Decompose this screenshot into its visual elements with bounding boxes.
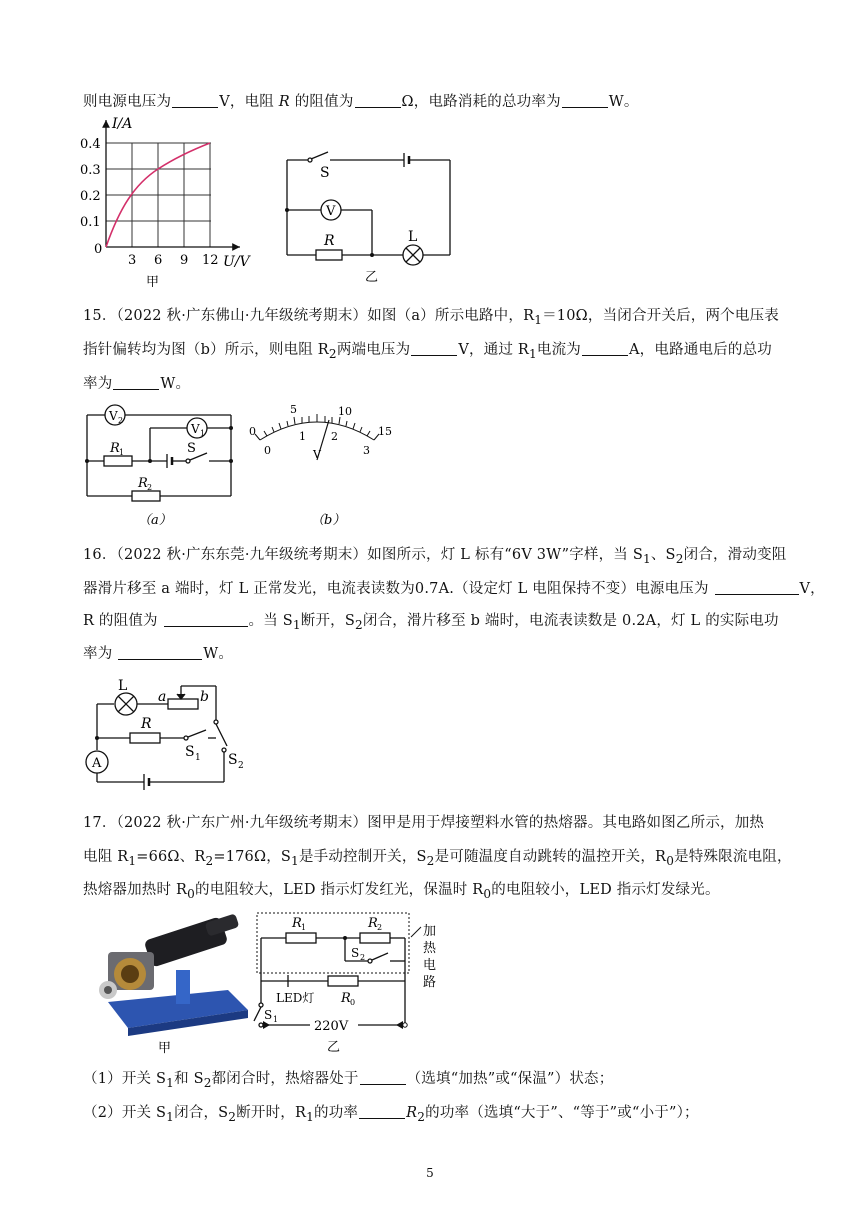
switch-label: S — [320, 165, 330, 181]
scale-label: 10 — [338, 405, 352, 418]
text: 指针偏转均为图（b）所示，则电阻 R — [83, 342, 329, 358]
figure-caption: 甲 — [158, 1041, 172, 1055]
y-tick: 0.2 — [80, 189, 101, 204]
scale-label: 5 — [290, 403, 297, 416]
heating-circuit-label: 路 — [423, 975, 437, 990]
answer-blank — [715, 580, 799, 595]
text: 器滑片移至 a 端时，灯 L 正常发光，电流表读数为0.7A.（设定灯 L 电阻保持不变）电源电压为 — [83, 581, 709, 597]
text: ＝10Ω，当闭合开关后，两个电压表 — [542, 308, 779, 324]
heating-circuit-label: 电 — [423, 958, 437, 973]
text: 是手动控制开关，S — [298, 849, 427, 865]
subscript: 2 — [675, 551, 684, 566]
q15-line-3 — [83, 372, 190, 393]
resistor-label: R — [324, 233, 335, 249]
voltmeter-label: V — [326, 204, 336, 219]
s1-label: S — [264, 1008, 273, 1022]
lamp-label: L — [408, 229, 418, 245]
answer-blank — [359, 1104, 405, 1119]
text: =176Ω，S — [213, 849, 292, 865]
subscript: 2 — [205, 853, 214, 868]
r0-label: R — [341, 991, 351, 1006]
scale-label: 3 — [363, 444, 370, 457]
r2-label: R — [138, 476, 148, 491]
subscript: 0 — [666, 853, 675, 868]
subscript: 1 — [529, 346, 537, 361]
q16-line-4 — [83, 642, 233, 663]
y-tick: 0.3 — [80, 163, 101, 178]
subscript: 1 — [642, 551, 651, 566]
q16-line-1 — [83, 543, 786, 566]
led-label: LED灯 — [276, 991, 315, 1005]
text: 的功率（选填“大于”、“等于”或“小于”）； — [425, 1105, 699, 1121]
circuit-diagram — [280, 148, 460, 283]
text: （1）开关 S — [83, 1071, 167, 1087]
subscript: 1 — [291, 853, 299, 868]
text: Ω，电路消耗的总功率为 — [401, 94, 561, 110]
v2-label: V — [109, 409, 118, 423]
x-axis-label: U/V — [223, 254, 250, 270]
subscript: 2 — [355, 617, 363, 632]
heater-circuit — [250, 905, 450, 1055]
s2-label: S — [351, 946, 360, 960]
answer-blank — [411, 341, 457, 356]
subscript: 2 — [360, 953, 366, 962]
x-tick: 9 — [180, 253, 189, 268]
scale-label: 1 — [299, 430, 306, 443]
text: （2）开关 S — [83, 1105, 167, 1121]
scale-label: 2 — [331, 430, 338, 443]
subscript: 1 — [128, 853, 137, 868]
subscript: 1 — [306, 1109, 314, 1124]
answer-blank — [164, 612, 248, 627]
text: 的电阻较小，LED 指示灯发绿光。 — [491, 882, 720, 898]
voltmeter-scale — [245, 402, 395, 530]
subscript: 1 — [166, 1075, 175, 1090]
answer-blank — [172, 93, 218, 108]
text: 电流为 — [536, 342, 582, 358]
subscript: 1 — [166, 1109, 175, 1124]
subscript: 2 — [118, 416, 124, 425]
origin: 0 — [94, 242, 103, 257]
r1-label: R — [110, 441, 120, 456]
text: W。 — [608, 94, 639, 110]
answer-blank — [360, 1070, 406, 1085]
figure-caption: （a） — [138, 513, 172, 528]
subscript: 2 — [203, 1075, 212, 1090]
text: W。 — [203, 646, 234, 662]
q16-line-2 — [83, 577, 825, 598]
subscript: 1 — [200, 429, 206, 438]
q16-line-3 — [83, 609, 779, 632]
subscript: 1 — [273, 1015, 279, 1024]
subscript: 2 — [328, 346, 337, 361]
text: R 的阻值为 — [83, 613, 158, 629]
text: V， — [799, 581, 825, 597]
answer-blank — [118, 645, 202, 660]
subscript: 1 — [292, 617, 301, 632]
q17-line-2 — [83, 845, 792, 868]
q17-line-3 — [83, 878, 720, 901]
subscript: 1 — [534, 312, 543, 327]
voltage-label: 220V — [314, 1019, 349, 1034]
subscript: 1 — [195, 753, 201, 763]
text: 断开，S — [300, 613, 356, 629]
text: 是特殊限流电阻， — [674, 849, 792, 865]
q17-line-1 — [83, 811, 764, 832]
answer-blank — [562, 93, 608, 108]
text: W。 — [160, 376, 191, 392]
text: 率为 — [83, 376, 113, 392]
subscript: 0 — [187, 886, 196, 901]
y-tick: 0.4 — [80, 137, 101, 152]
scale-label: 0 — [264, 444, 271, 457]
slider-end-a: a — [158, 689, 167, 705]
text: （选填“加热”或“保温”）状态； — [406, 1071, 614, 1087]
text: 是可随温度自动跳转的温控开关，R — [434, 849, 667, 865]
scale-label: 0 — [249, 425, 256, 438]
symbol: R — [278, 94, 290, 110]
text: 。当 S — [248, 613, 293, 629]
text: V，电阻 — [219, 94, 274, 110]
text: 、S — [650, 547, 676, 563]
text: 17．（2022 秋·广东广州·九年级统考期末）图甲是用于焊接塑料水管的热熔器。其电路如图乙所示，加热 — [83, 815, 765, 831]
text: 都闭合时，热熔器处于 — [211, 1071, 359, 1087]
heating-circuit-label: 加 — [423, 924, 437, 939]
text: 断开时，R — [236, 1105, 307, 1121]
answer-blank — [113, 375, 159, 390]
q14-line — [83, 90, 639, 111]
switch-label: S — [187, 441, 196, 456]
scale-label: 15 — [378, 425, 392, 438]
unit-label: V — [313, 448, 321, 461]
text: V，通过 R — [458, 342, 530, 358]
text: 闭合，S — [174, 1105, 229, 1121]
answer-blank — [355, 93, 401, 108]
text: 电阻 R — [83, 849, 129, 865]
x-tick: 6 — [154, 253, 163, 268]
circuit-a — [82, 402, 242, 530]
page-number: 5 — [426, 1166, 434, 1180]
s1-label: S — [185, 744, 195, 760]
s2-label: S — [228, 752, 238, 768]
text: 则电源电压为 — [83, 94, 172, 110]
y-axis-label: I/A — [112, 116, 133, 132]
text: 16．（2022 秋·广东东莞·九年级统考期末）如图所示，灯 L 标有“6V 3W”字样，当 S — [83, 547, 643, 563]
subscript: 2 — [417, 1109, 426, 1124]
text: 和 S — [174, 1071, 204, 1087]
q17-sub-2 — [83, 1101, 699, 1124]
subscript: 2 — [147, 483, 153, 492]
q17-sub-1 — [83, 1067, 613, 1090]
q15-line-1 — [83, 304, 779, 327]
answer-blank — [582, 341, 628, 356]
figure-caption: 甲 — [146, 275, 160, 287]
subscript: 0 — [483, 886, 492, 901]
subscript: 2 — [377, 923, 383, 932]
subscript: 1 — [119, 448, 125, 457]
circuit-q16 — [82, 672, 252, 797]
figure-caption: （b） — [311, 513, 346, 528]
q15-line-2 — [83, 338, 772, 361]
resistor-label: R — [141, 716, 152, 732]
text: 热熔器加热时 R — [83, 882, 188, 898]
text: 闭合，滑片移至 b 端时，电流表读数是 0.2A，灯 L 的实际电功 — [362, 613, 779, 629]
y-tick: 0.1 — [80, 215, 101, 230]
x-tick: 12 — [202, 253, 219, 268]
subscript: 1 — [301, 923, 307, 932]
slider-end-b: b — [200, 689, 209, 705]
subscript: 0 — [350, 998, 356, 1007]
lamp-label: L — [118, 678, 128, 694]
heating-circuit-label: 热 — [423, 941, 437, 956]
r2-label: R — [368, 916, 378, 931]
heat-fusion-device-image — [88, 910, 248, 1055]
figure-caption: 乙 — [327, 1040, 341, 1055]
text: 率为 — [83, 646, 113, 662]
x-tick: 3 — [128, 253, 137, 268]
text: =66Ω、R — [136, 849, 206, 865]
text: A，电路通电后的总功 — [629, 342, 772, 358]
text: 两端电压为 — [336, 342, 411, 358]
figure-caption: 乙 — [365, 270, 379, 283]
text: 的功率 — [314, 1105, 359, 1121]
iu-graph — [80, 112, 260, 287]
ammeter-label: A — [92, 756, 102, 771]
subscript: 2 — [426, 853, 435, 868]
symbol: R — [406, 1105, 418, 1121]
r1-label: R — [292, 916, 302, 931]
text: 闭合，滑动变阻 — [683, 547, 787, 563]
subscript: 2 — [228, 1109, 237, 1124]
v1-label: V — [191, 422, 200, 436]
subscript: 2 — [238, 761, 244, 771]
text: 的电阻较大，LED 指示灯发红光，保温时 R — [195, 882, 484, 898]
text: 15．（2022 秋·广东佛山·九年级统考期末）如图（a）所示电路中，R — [83, 308, 535, 324]
text: 的阻值为 — [294, 94, 354, 110]
